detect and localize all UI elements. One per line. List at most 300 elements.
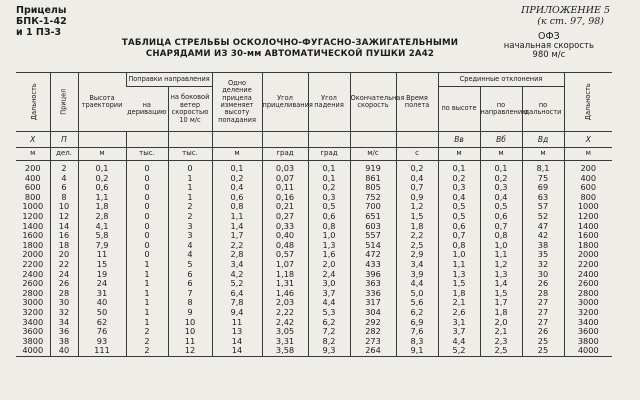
- symbol-cell: [78, 132, 126, 148]
- table-body: [16, 161, 612, 357]
- table-cell: 4,4: [438, 337, 480, 347]
- table-cell: 9: [168, 308, 212, 318]
- table-cell: 5,2: [212, 279, 262, 289]
- table-cell: 0,1: [480, 161, 522, 174]
- table-cell: 3,1: [438, 318, 480, 328]
- table-cell: 0,2: [212, 174, 262, 184]
- table-cell: 11: [168, 337, 212, 347]
- table-cell: 4,4: [396, 279, 438, 289]
- table-cell: 4: [168, 241, 212, 251]
- table-cell: 1,8: [480, 308, 522, 318]
- table-cell: 111: [78, 346, 126, 356]
- symbol-cell: X: [564, 132, 612, 148]
- table-cell: 1,4: [212, 222, 262, 232]
- table-cell: 752: [350, 193, 396, 203]
- table-cell: 2600: [22, 278, 44, 289]
- table-cell: 651: [350, 212, 396, 222]
- table-cell: 5,3: [308, 308, 350, 318]
- table-cell: 26: [522, 327, 564, 337]
- table-cell: 1800: [564, 241, 612, 251]
- table-cell: 4000: [16, 346, 50, 356]
- table-cell: 3: [168, 231, 212, 241]
- table-cell: 363: [350, 279, 396, 289]
- unit-cell: град: [262, 148, 308, 161]
- table-cell: 16: [50, 231, 78, 241]
- firing-table: [16, 72, 612, 357]
- table-cell: 6: [168, 270, 212, 280]
- table-cell: 1,0: [438, 250, 480, 260]
- table-cell: 27: [522, 318, 564, 328]
- table-cell: 3,7: [308, 289, 350, 299]
- symbol-row: [16, 132, 612, 148]
- header-elevation-angle: Угол прицеливания: [262, 73, 308, 132]
- table-cell: 4,1: [78, 222, 126, 232]
- table-cell: 2,03: [262, 298, 308, 308]
- unit-cell: с: [396, 148, 438, 161]
- table-cell: 2200: [22, 258, 44, 269]
- table-cell: 400: [564, 174, 612, 184]
- table-cell: 6,2: [396, 308, 438, 318]
- table-cell: 6,9: [396, 318, 438, 328]
- table-cell: 8,3: [396, 337, 438, 347]
- table-cell: 1,8: [438, 289, 480, 299]
- header-dev-height: по высоте: [438, 87, 480, 132]
- table-cell: 0,07: [262, 174, 308, 184]
- table-cell: 2,22: [262, 308, 308, 318]
- table-cell: 919: [350, 161, 396, 174]
- header-derivation: на деривацию: [126, 87, 168, 132]
- table-cell: 3: [168, 222, 212, 232]
- table-cell: 3200: [22, 306, 44, 317]
- table-cell: 8: [168, 298, 212, 308]
- table-cell: 1,7: [212, 231, 262, 241]
- table-cell: 304: [350, 308, 396, 318]
- table-cell: 3400: [564, 318, 612, 328]
- table-cell: 2: [168, 212, 212, 222]
- table-cell: 336: [350, 289, 396, 299]
- table-cell: 0,5: [480, 202, 522, 212]
- table-cell: 47: [522, 222, 564, 232]
- table-cell: 2,2: [396, 231, 438, 241]
- table-cell: 30: [50, 298, 78, 308]
- symbol-cell: [350, 132, 396, 148]
- table-cell: 0,1: [212, 161, 262, 174]
- table-cell: 0: [126, 231, 168, 241]
- projectile-info: [504, 32, 594, 61]
- table-cell: 2,0: [480, 318, 522, 328]
- header-trajectory-height: Высота траектории: [78, 73, 126, 132]
- table-cell: 3,05: [262, 327, 308, 337]
- table-cell: 62: [78, 318, 126, 328]
- table-cell: 2,8: [78, 212, 126, 222]
- table-cell: 27: [522, 308, 564, 318]
- table-cell: 2,1: [438, 298, 480, 308]
- table-cell: 11: [212, 318, 262, 328]
- table-cell: 1,3: [308, 241, 350, 251]
- table-cell: 0: [126, 222, 168, 232]
- unit-cell: м: [522, 148, 564, 161]
- table-cell: 24: [50, 270, 78, 280]
- unit-cell: тыс.: [168, 148, 212, 161]
- table-cell: 42: [522, 231, 564, 241]
- table-cell: 557: [350, 231, 396, 241]
- table-cell: 25: [522, 337, 564, 347]
- table-cell: 34: [50, 318, 78, 328]
- table-cell: 1: [126, 298, 168, 308]
- table-cell: 26: [50, 279, 78, 289]
- table-cell: 0: [126, 193, 168, 203]
- table-cell: 14: [212, 337, 262, 347]
- table-cell: 8: [50, 193, 78, 203]
- table-cell: 0: [168, 161, 212, 174]
- table-cell: 3200: [564, 308, 612, 318]
- table-cell: 2,42: [262, 318, 308, 328]
- table-cell: 18: [50, 241, 78, 251]
- table-cell: 1: [168, 174, 212, 184]
- table-cell: 603: [350, 222, 396, 232]
- table-cell: 1: [126, 260, 168, 270]
- table-cell: 6,4: [212, 289, 262, 299]
- table-cell: 1,1: [212, 212, 262, 222]
- table-cell: 0,6: [212, 193, 262, 203]
- table-cell: 38: [522, 241, 564, 251]
- table-cell: 20: [50, 250, 78, 260]
- table-cell: 36: [50, 327, 78, 337]
- table-cell: 1,1: [78, 193, 126, 203]
- table-cell: 0,1: [438, 161, 480, 174]
- table-cell: 0,6: [480, 212, 522, 222]
- table-cell: 2000: [22, 249, 44, 260]
- table-cell: 1000: [22, 201, 44, 212]
- table-cell: 1,5: [480, 289, 522, 299]
- table-cell: 31: [78, 289, 126, 299]
- table-cell: 861: [350, 174, 396, 184]
- table-cell: 0,2: [78, 174, 126, 184]
- table-cell: 0,8: [212, 202, 262, 212]
- table-cell: 3000: [564, 298, 612, 308]
- table-cell: 0,2: [308, 183, 350, 193]
- table-cell: 0,3: [308, 193, 350, 203]
- table-cell: 2400: [22, 268, 44, 279]
- table-cell: 396: [350, 270, 396, 280]
- table-cell: 63: [522, 193, 564, 203]
- header-final-velocity: Окончательная скорость: [350, 73, 396, 132]
- table-cell: 1200: [564, 212, 612, 222]
- table-cell: 282: [350, 327, 396, 337]
- table-cell: 0: [126, 183, 168, 193]
- table-cell: 1,4: [480, 279, 522, 289]
- table-cell: 5,8: [78, 231, 126, 241]
- table-cell: 3600: [564, 327, 612, 337]
- unit-cell: тыс.: [126, 148, 168, 161]
- table-cell: 1: [126, 270, 168, 280]
- table-cell: 3000: [22, 297, 44, 308]
- table-cell: 1,6: [308, 250, 350, 260]
- table-cell: 1,18: [262, 270, 308, 280]
- table-cell: 2,2: [212, 241, 262, 251]
- table-cell: 93: [78, 337, 126, 347]
- table-cell: 1200: [22, 210, 44, 221]
- table-cell: 1,8: [78, 202, 126, 212]
- table-cell: 400: [24, 172, 41, 183]
- table-cell: 2,5: [480, 346, 522, 356]
- table-cell: 1,3: [438, 270, 480, 280]
- table-cell: 2,4: [308, 270, 350, 280]
- table-cell: 6: [168, 279, 212, 289]
- table-cell: 4000: [564, 346, 612, 356]
- table-cell: 2800: [22, 287, 44, 298]
- table-cell: 0,21: [262, 202, 308, 212]
- table-cell: 0,6: [438, 222, 480, 232]
- table-cell: 800: [24, 191, 41, 202]
- header-crosswind: на боковой ветер скоростью 10 м/с: [168, 87, 212, 132]
- table-cell: 0,6: [78, 183, 126, 193]
- symbol-cell: Вб: [480, 132, 522, 148]
- table-cell: 28: [50, 289, 78, 299]
- table-cell: 3,0: [308, 279, 350, 289]
- table-cell: 2,1: [480, 327, 522, 337]
- table-cell: 8,2: [308, 337, 350, 347]
- table-cell: 9,3: [308, 346, 350, 356]
- table-cell: 27: [522, 298, 564, 308]
- table-cell: 472: [350, 250, 396, 260]
- table-cell: 1,0: [308, 231, 350, 241]
- symbol-cell: Вд: [522, 132, 564, 148]
- table-cell: 317: [350, 298, 396, 308]
- projectile-code: ОФЗ: [537, 31, 560, 42]
- table-cell: 0,1: [308, 161, 350, 174]
- table-cell: 52: [522, 212, 564, 222]
- symbol-cell: [308, 132, 350, 148]
- table-cell: 6,2: [308, 318, 350, 328]
- header-flight-time: Время полета: [396, 73, 438, 132]
- table-cell: 57: [522, 202, 564, 212]
- unit-cell: м: [480, 148, 522, 161]
- table-title: [110, 38, 470, 60]
- table-cell: 600: [564, 183, 612, 193]
- table-cell: 0,7: [480, 222, 522, 232]
- table-cell: 26: [522, 279, 564, 289]
- table-cell: 2600: [564, 279, 612, 289]
- table-cell: 1,2: [396, 202, 438, 212]
- table-cell: 805: [350, 183, 396, 193]
- table-cell: 28: [522, 289, 564, 299]
- table-cell: 50: [78, 308, 126, 318]
- table-cell: 7,6: [396, 327, 438, 337]
- sights-line: и 1 ПЗ-3: [16, 27, 62, 38]
- header-corrections: Поправки направления: [126, 73, 212, 87]
- table-cell: 273: [350, 337, 396, 347]
- table-cell: 5: [168, 260, 212, 270]
- symbol-cell: [126, 132, 168, 148]
- table-row: [16, 161, 612, 174]
- table-cell: 14: [212, 346, 262, 356]
- table-cell: 1800: [22, 239, 44, 250]
- table-cell: 292: [350, 318, 396, 328]
- table-cell: 200: [564, 161, 612, 174]
- table-cell: 2000: [564, 250, 612, 260]
- table-cell: 3800: [22, 335, 44, 346]
- table-cell: 1,5: [438, 279, 480, 289]
- table-cell: 0,4: [438, 193, 480, 203]
- table-cell: 1,31: [262, 279, 308, 289]
- header-dev-direction: по направлению: [480, 87, 522, 132]
- table-cell: 38: [50, 337, 78, 347]
- table-cell: 75: [522, 174, 564, 184]
- table-cell: 40: [50, 346, 78, 356]
- table-cell: 10: [168, 327, 212, 337]
- table-cell: 9,1: [396, 346, 438, 356]
- header-impact-angle: Угол падения: [308, 73, 350, 132]
- table-cell: 2: [126, 327, 168, 337]
- table-cell: 1600: [564, 231, 612, 241]
- table-cell: 1: [126, 289, 168, 299]
- symbol-cell: [262, 132, 308, 148]
- table-cell: 0,2: [480, 174, 522, 184]
- table-cell: 1: [126, 308, 168, 318]
- table-cell: 3,4: [212, 260, 262, 270]
- table-cell: 4: [168, 250, 212, 260]
- table-cell: 12: [168, 346, 212, 356]
- table-cell: 4,2: [212, 270, 262, 280]
- table-cell: 0: [126, 174, 168, 184]
- table-cell: 1,46: [262, 289, 308, 299]
- header-sight: Прицел: [50, 73, 78, 132]
- table-cell: 0,48: [262, 241, 308, 251]
- table-cell: 0,8: [438, 241, 480, 251]
- table-cell: 0,33: [262, 222, 308, 232]
- table-cell: 10: [168, 318, 212, 328]
- table-cell: 0,7: [438, 231, 480, 241]
- table-cell: 30: [522, 270, 564, 280]
- symbol-cell: Вв: [438, 132, 480, 148]
- table-cell: 1600: [22, 230, 44, 241]
- unit-cell: м/с: [350, 148, 396, 161]
- table-cell: 200: [24, 163, 41, 173]
- table-cell: 0,2: [438, 174, 480, 184]
- title-line: СНАРЯДАМИ ИЗ 30-мм АВТОМАТИЧЕСКОЙ ПУШКИ 2А42: [145, 49, 435, 59]
- table-cell: 0,1: [78, 161, 126, 174]
- symbol-cell: [168, 132, 212, 148]
- table-cell: 19: [78, 270, 126, 280]
- table-cell: 32: [50, 308, 78, 318]
- table-cell: 5,0: [396, 289, 438, 299]
- table-cell: 0,03: [262, 161, 308, 174]
- unit-cell: дел.: [50, 148, 78, 161]
- table-cell: 22: [50, 260, 78, 270]
- table-cell: 0,6: [308, 212, 350, 222]
- unit-cell: м: [212, 148, 262, 161]
- table-cell: 0: [126, 241, 168, 251]
- table-cell: 2,9: [396, 250, 438, 260]
- table-cell: 0,5: [438, 212, 480, 222]
- table-cell: 0,8: [308, 222, 350, 232]
- table-cell: 0: [126, 161, 168, 174]
- table-cell: 1,2: [480, 260, 522, 270]
- velocity-label: начальная скорость: [503, 40, 594, 51]
- table-cell: 1400: [564, 222, 612, 232]
- table-cell: 0,7: [396, 183, 438, 193]
- unit-cell: град: [308, 148, 350, 161]
- table-cell: 514: [350, 241, 396, 251]
- table-cell: 2200: [564, 260, 612, 270]
- table-cell: 4: [50, 174, 78, 184]
- table-cell: 264: [350, 346, 396, 356]
- table-cell: 3,58: [262, 346, 308, 356]
- table-cell: 2,3: [480, 337, 522, 347]
- table-cell: 25: [522, 346, 564, 356]
- table-cell: 2,5: [396, 241, 438, 251]
- table-cell: 1: [126, 318, 168, 328]
- header-dev-range: по дальности: [522, 87, 564, 132]
- appendix-reference: (к ст. 97, 98): [537, 16, 604, 27]
- velocity-value: 980 м/с: [532, 50, 566, 60]
- table-cell: 2,6: [438, 308, 480, 318]
- table-cell: 1: [168, 193, 212, 203]
- sights-caption: [16, 5, 67, 38]
- table-cell: 0,3: [480, 183, 522, 193]
- table-cell: 9,4: [212, 308, 262, 318]
- table-cell: 7: [168, 289, 212, 299]
- table-cell: 2: [126, 337, 168, 347]
- table-cell: 1,3: [480, 270, 522, 280]
- table-cell: 2400: [564, 270, 612, 280]
- table-cell: 0,40: [262, 231, 308, 241]
- table-cell: 8,1: [522, 161, 564, 174]
- table-cell: 7,9: [78, 241, 126, 251]
- table-cell: 3600: [22, 326, 44, 337]
- header-range: Дальность: [16, 73, 50, 132]
- table-cell: 0,27: [262, 212, 308, 222]
- table-cell: 5,6: [396, 298, 438, 308]
- table-cell: 0,8: [480, 231, 522, 241]
- table-cell: 3,31: [262, 337, 308, 347]
- table-cell: 1,8: [396, 222, 438, 232]
- unit-cell: м: [78, 148, 126, 161]
- sights-line: Прицелы: [16, 5, 67, 16]
- table-cell: 0: [126, 202, 168, 212]
- unit-cell: м: [438, 148, 480, 161]
- table-row: [16, 346, 612, 356]
- table-cell: 32: [522, 260, 564, 270]
- table-cell: 0,4: [212, 183, 262, 193]
- table-cell: 14: [50, 222, 78, 232]
- title-line: ТАБЛИЦА СТРЕЛЬБЫ ОСКОЛОЧНО-ФУГАСНО-ЗАЖИГАТЕЛЬНЫМИ: [121, 38, 459, 48]
- table-cell: 12: [50, 212, 78, 222]
- table-cell: 1: [126, 279, 168, 289]
- table-cell: 433: [350, 260, 396, 270]
- table-cell: 0: [126, 212, 168, 222]
- header-one-division: Одно деление прицела изменяет высоту попадания: [212, 73, 262, 132]
- table-cell: 3,4: [396, 260, 438, 270]
- table-cell: 0: [126, 250, 168, 260]
- table-cell: 800: [564, 193, 612, 203]
- table-cell: 1,0: [480, 241, 522, 251]
- table-cell: 0,5: [438, 202, 480, 212]
- table-cell: 4,4: [308, 298, 350, 308]
- table-cell: 11: [78, 250, 126, 260]
- table-cell: 2,0: [308, 260, 350, 270]
- table-cell: 15: [78, 260, 126, 270]
- table-cell: 3,9: [396, 270, 438, 280]
- table-cell: 5,2: [438, 346, 480, 356]
- table-cell: 7,8: [212, 298, 262, 308]
- table-cell: 3400: [22, 316, 44, 327]
- table-cell: 40: [78, 298, 126, 308]
- table-cell: 24: [78, 279, 126, 289]
- appendix-number: ПРИЛОЖЕНИЕ 5: [521, 5, 610, 16]
- table-cell: 0,4: [480, 193, 522, 203]
